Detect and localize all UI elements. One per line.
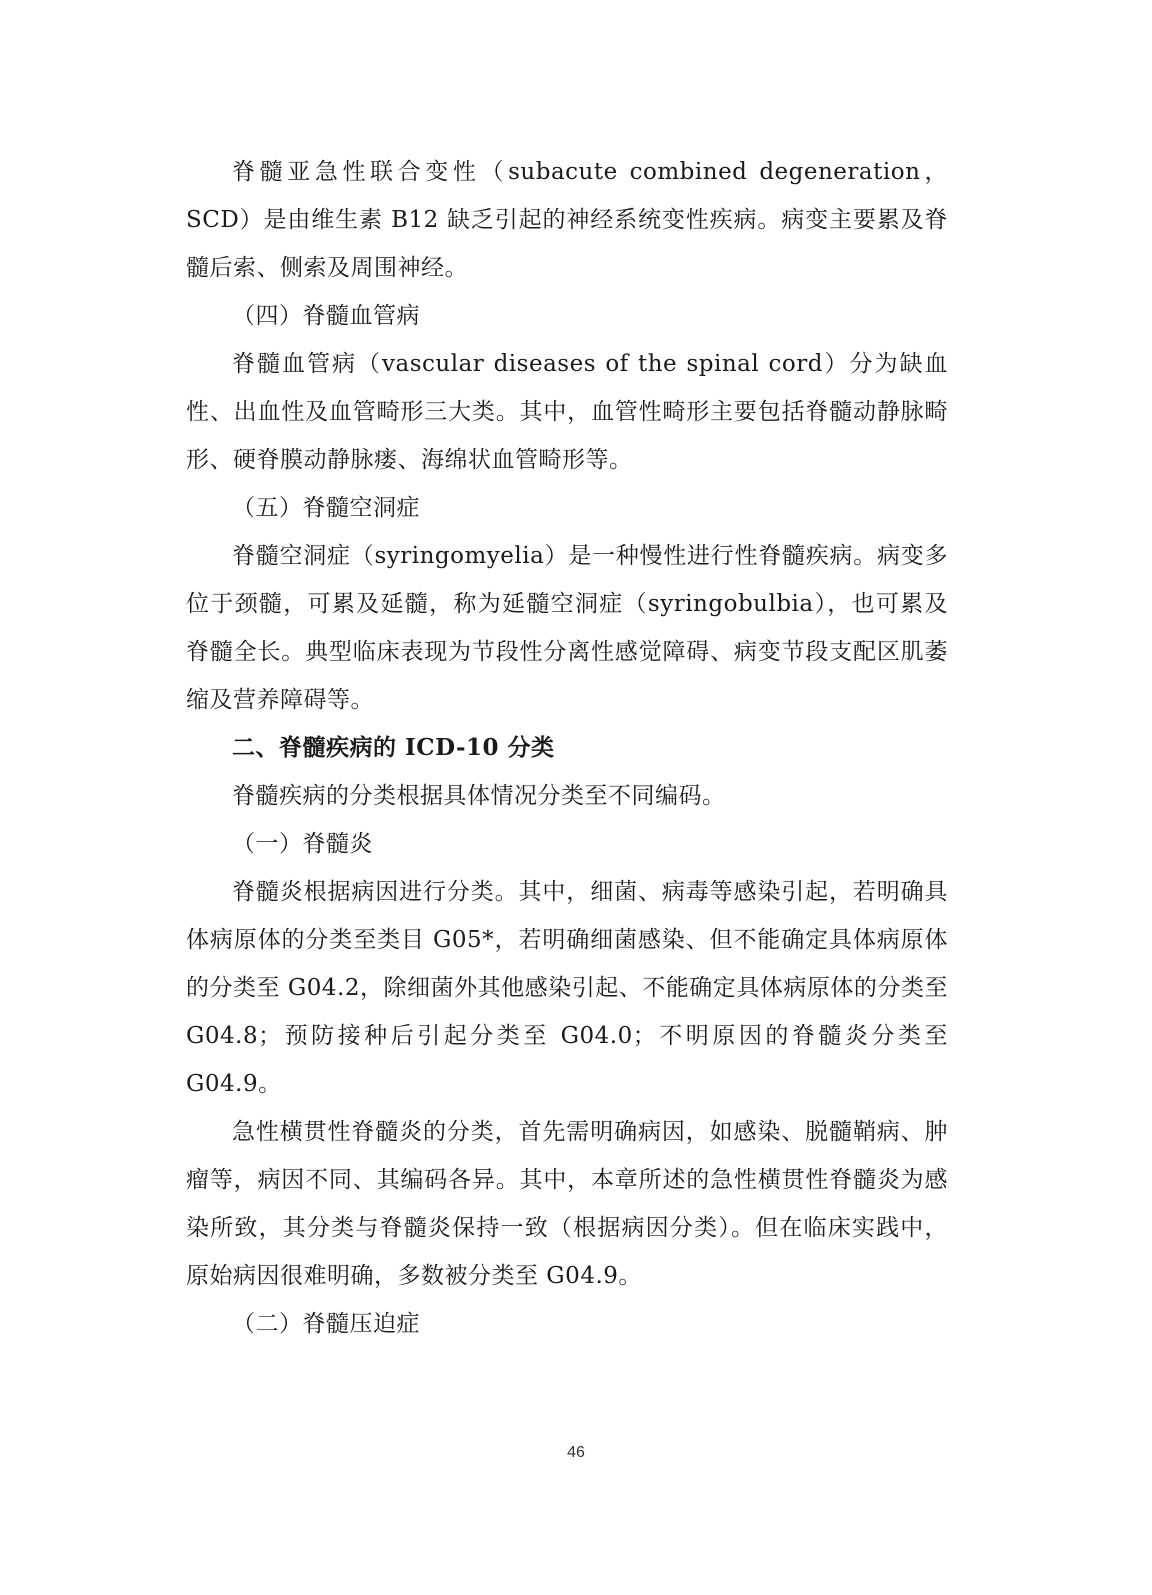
paragraph-spinal-vascular: 脊髓血管病（vascular diseases of the spinal cord）分为缺血性、出血性及血管畸形三大类。其中，血管性畸形主要包括脊髓动静脉畸形、硬脊膜动静脉瘘、海绵状血管畸形等。 <box>186 351 948 473</box>
paragraph-syringomyelia: 脊髓空洞症（syringomyelia）是一种慢性进行性脊髓疾病。病变多位于颈髓，可累及延髓，称为延髓空洞症（syringobulbia），也可累及脊髓全长。典型临床表现为节段性分离性感觉障碍、病变节段支配区肌萎缩及营养障碍等。 <box>186 543 948 713</box>
paragraph-transverse-myelitis: 急性横贯性脊髓炎的分类，首先需明确病因，如感染、脱髓鞘病、肿瘤等，病因不同、其编码各异。其中，本章所述的急性横贯性脊髓炎为感染所致，其分类与脊髓炎保持一致（根据病因分类）。但在临床实践中，原始病因很难明确，多数被分类至 G04.9。 <box>186 1119 948 1289</box>
page-number: 46 <box>567 1444 585 1461</box>
subheading-spinal-vascular: （四）脊髓血管病 <box>232 303 420 329</box>
paragraph-classification-intro: 脊髓疾病的分类根据具体情况分类至不同编码。 <box>232 783 726 809</box>
page-body <box>186 148 948 1348</box>
subheading-myelitis: （一）脊髓炎 <box>232 831 373 857</box>
paragraph-myelitis: 脊髓炎根据病因进行分类。其中，细菌、病毒等感染引起，若明确具体病原体的分类至类目 G05*，若明确细菌感染、但不能确定具体病原体的分类至 G04.2，除细菌外其他感染引起、不能确定具体病原体的分类至 G04.8；预防接种后引起分类至 G04.0；不明原因的脊髓炎分类至 G04.9。 <box>186 879 948 1097</box>
subheading-spinal-compression: （二）脊髓压迫症 <box>232 1311 420 1337</box>
section-heading-icd10: 二、脊髓疾病的 ICD-10 分类 <box>232 734 555 761</box>
subheading-syringomyelia: （五）脊髓空洞症 <box>232 495 420 521</box>
paragraph-scd: 脊髓亚急性联合变性（subacute combined degeneration，SCD）是由维生素 B12 缺乏引起的神经系统变性疾病。病变主要累及脊髓后索、侧索及周围神经。 <box>186 159 948 281</box>
